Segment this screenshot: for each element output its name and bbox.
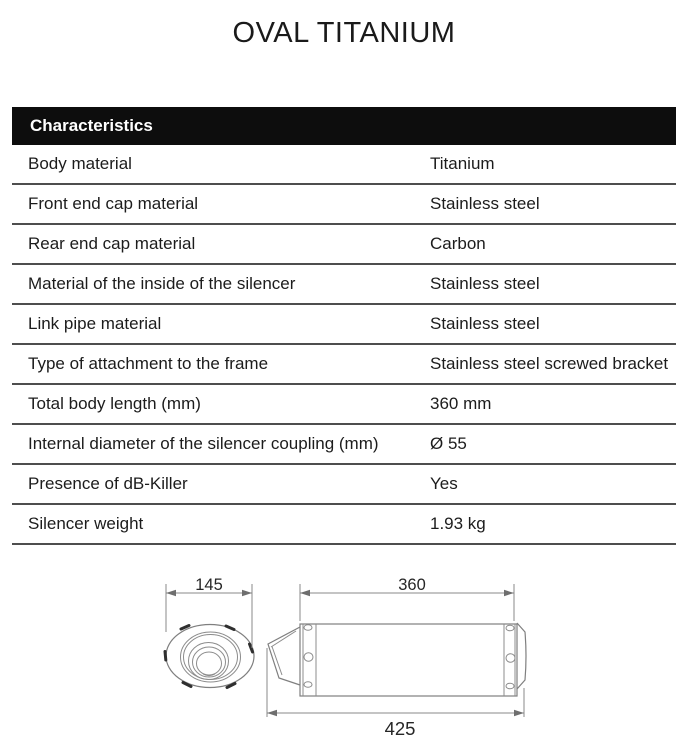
row-label: Rear end cap material [28, 234, 196, 253]
rear-end-cap [517, 623, 526, 689]
row-label: Body material [28, 154, 132, 173]
row-value: Titanium [430, 154, 495, 173]
row-value: Stainless steel [430, 314, 540, 333]
characteristics-table [12, 107, 676, 545]
dimension-425 [267, 648, 524, 739]
row-value: Stainless steel [430, 274, 540, 293]
dimension-425-label: 425 [384, 718, 416, 739]
row-label: Front end cap material [28, 194, 199, 213]
table-row [12, 385, 676, 425]
dimension-145 [166, 576, 252, 648]
table-row [12, 265, 676, 305]
dimension-145-label: 145 [195, 576, 223, 594]
table-row [12, 345, 676, 385]
silencer-front-view [165, 625, 254, 688]
row-label: Link pipe material [28, 314, 162, 333]
table-row [12, 185, 676, 225]
dimension-360 [300, 576, 514, 621]
row-value: 1.93 kg [430, 514, 486, 533]
row-label: Type of attachment to the frame [28, 354, 269, 373]
table-row [12, 465, 676, 505]
table-header: Characteristics [12, 107, 676, 145]
dimension-360-label: 360 [398, 576, 426, 594]
silencer-side-view [268, 623, 526, 696]
row-value: Stainless steel [430, 194, 540, 213]
row-value: Stainless steel screwed bracket [430, 354, 669, 373]
table-row [12, 225, 676, 265]
row-value: Carbon [430, 234, 486, 253]
table-row [12, 305, 676, 345]
table-row [12, 145, 676, 185]
row-value: 360 mm [430, 394, 492, 413]
row-label: Silencer weight [28, 514, 144, 533]
table-row [12, 425, 676, 465]
row-value: Yes [430, 474, 458, 493]
row-label: Presence of dB-Killer [28, 474, 188, 493]
inlet-pipe [268, 627, 300, 685]
page-title: OVAL TITANIUM [232, 17, 456, 49]
row-label: Total body length (mm) [28, 394, 201, 413]
table-row [12, 505, 676, 545]
row-value: Ø 55 [430, 434, 467, 453]
row-label: Internal diameter of the silencer coupling (mm) [28, 434, 379, 453]
technical-drawing [0, 555, 688, 750]
row-label: Material of the inside of the silencer [28, 274, 296, 293]
